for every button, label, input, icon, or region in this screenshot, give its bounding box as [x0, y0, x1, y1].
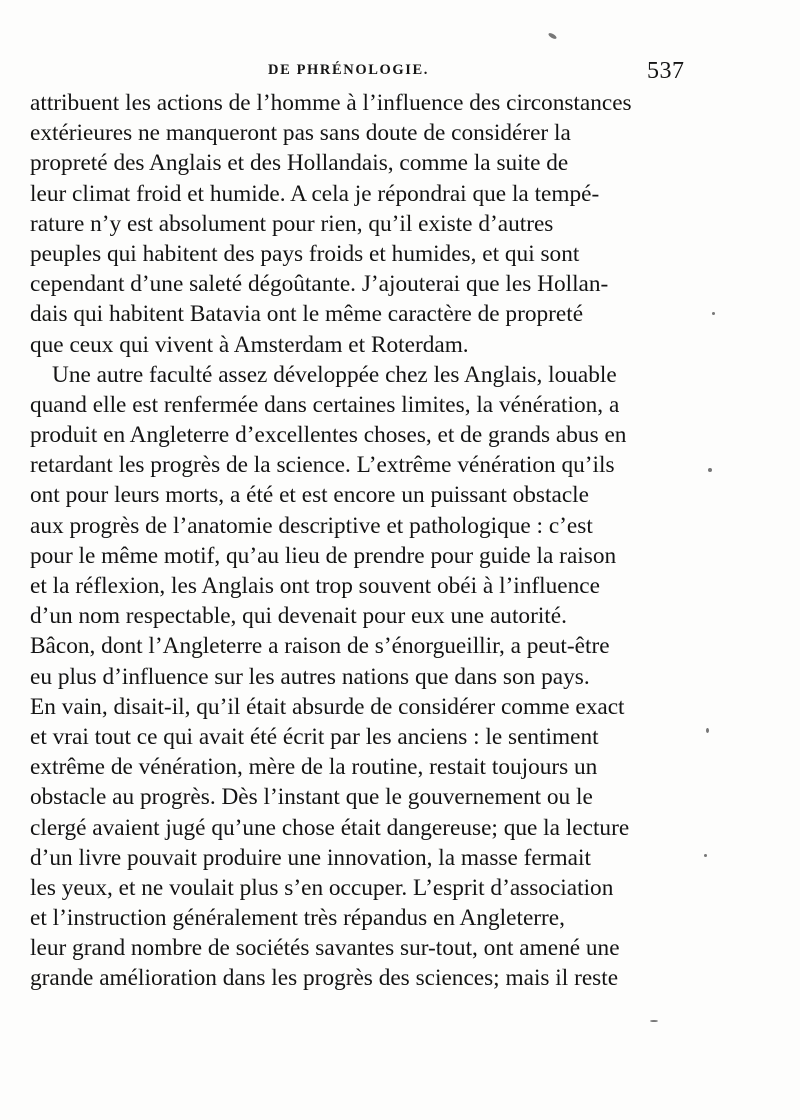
text-line: d’un nom respectable, qui devenait pour eux une autorité.	[30, 603, 567, 630]
text-line: extérieures ne manqueront pas sans doute de considérer la	[30, 120, 571, 147]
scan-speck	[706, 728, 709, 733]
text-line: cependant d’une saleté dégoûtante. J’ajouterai que les Hollan-	[30, 271, 609, 298]
text-line: ont pour leurs morts, a été et est encore un puissant obstacle	[30, 482, 589, 509]
text-line: En vain, disait-il, qu’il était absurde de considérer comme exact	[30, 693, 625, 720]
text-line: leur climat froid et humide. A cela je répondrai que la tempé-	[30, 180, 600, 207]
text-line: leur grand nombre de sociétés savantes sur-tout, ont amené une	[30, 935, 620, 962]
text-line: aux progrès de l’anatomie descriptive et pathologique : c’est	[30, 512, 593, 539]
scan-speck	[548, 32, 558, 40]
paragraph-start-line: Une autre faculté assez développée chez les Anglais, louable	[52, 361, 617, 388]
running-head	[0, 58, 800, 88]
scan-speck	[650, 1020, 658, 1022]
scan-speck	[708, 468, 712, 472]
text-line: que ceux qui vivent à Amsterdam et Roterdam.	[30, 331, 469, 358]
text-line: pour le même motif, qu’au lieu de prendre pour guide la raison	[30, 542, 617, 569]
text-line: clergé avaient jugé qu’une chose était dangereuse; que la lecture	[30, 814, 630, 841]
text-line: les yeux, et ne voulait plus s’en occuper. L’esprit d’association	[30, 874, 614, 901]
text-line: et vrai tout ce qui avait été écrit par les anciens : le sentiment	[30, 723, 599, 750]
scan-speck	[704, 854, 707, 857]
text-line: produit en Angleterre d’excellentes choses, et de grands abus en	[30, 422, 627, 449]
scan-speck	[712, 312, 715, 315]
text-line: grande amélioration dans les progrès des sciences; mais il reste	[30, 965, 619, 992]
text-line: rature n’y est absolument pour rien, qu’il existe d’autres	[30, 210, 554, 237]
text-line: et l’instruction généralement très répandus en Angleterre,	[30, 905, 565, 932]
text-line: dais qui habitent Batavia ont le même caractère de propreté	[30, 301, 584, 328]
text-line: quand elle est renfermée dans certaines limites, la vénération, a	[30, 391, 620, 418]
running-title: DE PHRÉNOLOGIE.	[268, 62, 429, 78]
page-number: 537	[647, 58, 685, 84]
text-line: Bâcon, dont l’Angleterre a raison de s’énorgueillir, a peut-être	[30, 633, 610, 660]
text-line: peuples qui habitent des pays froids et humides, et qui sont	[30, 240, 580, 267]
text-line: et la réflexion, les Anglais ont trop souvent obéi à l’influence	[30, 573, 600, 599]
text-line: extrême de vénération, mère de la routine, restait toujours un	[30, 754, 598, 781]
text-line: d’un livre pouvait produire une innovation, la masse fermait	[30, 844, 591, 871]
text-line: retardant les progrès de la science. L’extrême vénération qu’ils	[30, 452, 615, 479]
text-line: obstacle au progrès. Dès l’instant que le gouvernement ou le	[30, 784, 593, 811]
text-line: propreté des Anglais et des Hollandais, comme la suite de	[30, 150, 569, 177]
text-line: eu plus d’influence sur les autres nations que dans son pays.	[30, 663, 590, 690]
body-text	[30, 88, 694, 994]
text-line: attribuent les actions de l’homme à l’influence des circonstances	[30, 90, 632, 116]
